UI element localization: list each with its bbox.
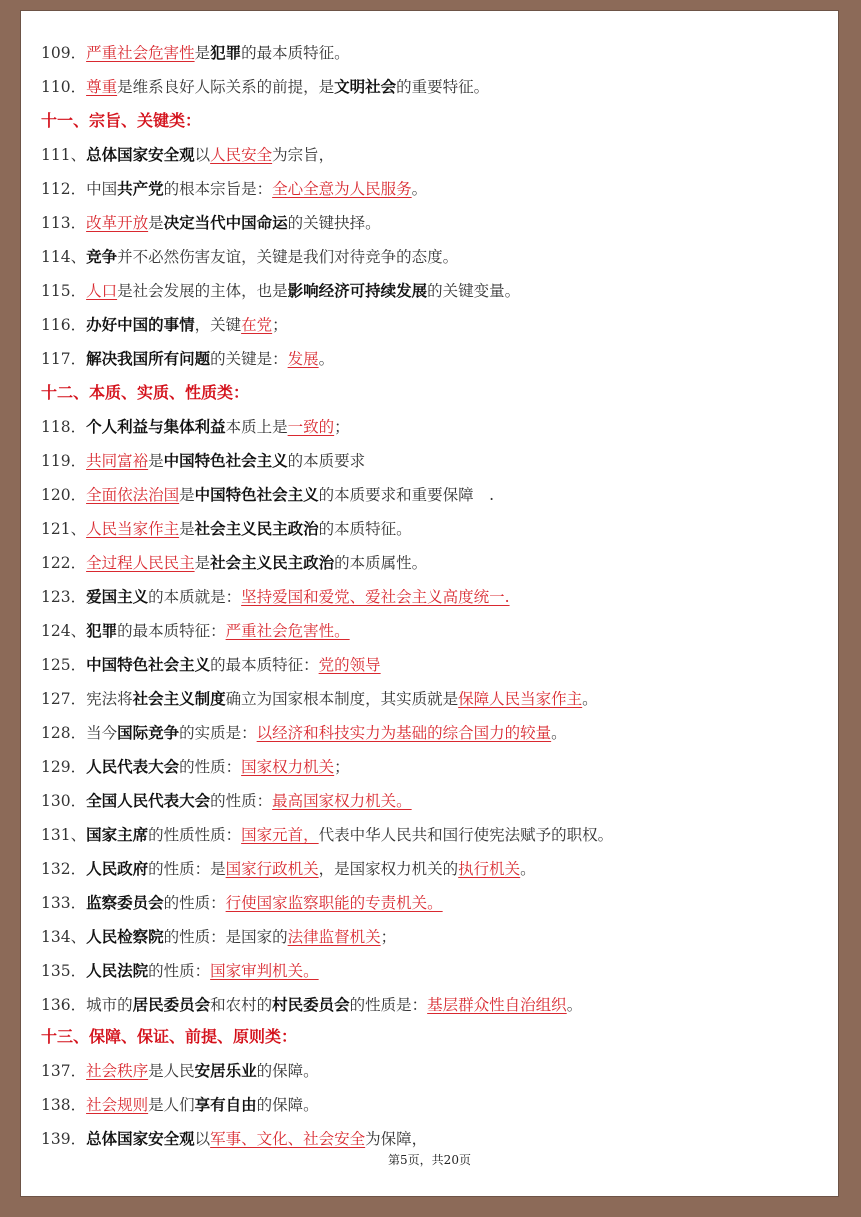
- body-text: 。: [551, 724, 567, 742]
- answer-text: 人民安全: [210, 146, 273, 164]
- list-item: [41, 1061, 319, 1081]
- item-number: 133．: [41, 894, 87, 912]
- item-number: 120．: [41, 486, 87, 504]
- section-heading: [41, 383, 249, 403]
- item-number: 135．: [41, 962, 87, 980]
- body-text: 的性质：: [179, 758, 242, 776]
- item-number: 109．: [41, 44, 87, 62]
- item-number: 132．: [41, 860, 87, 878]
- body-text: 。: [411, 180, 428, 198]
- answer-text: 法律监督机关: [287, 928, 381, 946]
- body-text: 为宗旨，: [272, 146, 335, 164]
- item-number: 131、: [41, 826, 87, 844]
- body-text: 中国: [86, 180, 118, 198]
- answer-text: 社会规则: [86, 1096, 149, 1114]
- list-item: [41, 43, 350, 63]
- body-text: 的性质是：: [349, 996, 428, 1014]
- item-number: 122．: [41, 554, 87, 572]
- item-number: 116．: [41, 316, 87, 334]
- answer-text: 发展: [287, 350, 319, 368]
- body-text: ；: [334, 418, 350, 436]
- body-text: 的重要特征。: [396, 78, 490, 96]
- key-term: 总体国家安全观: [86, 145, 195, 164]
- body-text: 以: [194, 146, 211, 164]
- body-text: 是: [179, 520, 195, 538]
- key-term: 社会主义制度: [132, 689, 226, 708]
- body-text: 为保障，: [365, 1130, 428, 1148]
- answer-text: 以经济和科技实力为基础的综合国力的较量: [256, 724, 552, 742]
- body-text: 确立为国家根本制度，其实质就是: [225, 690, 459, 708]
- section-heading: [41, 1027, 297, 1047]
- item-number: 137．: [41, 1062, 87, 1080]
- list-item: [41, 485, 494, 505]
- item-number: 112．: [41, 180, 87, 198]
- list-item: [41, 553, 427, 573]
- body-text: 以: [194, 1130, 211, 1148]
- body-text: 的根本宗旨是：: [163, 180, 273, 198]
- answer-text: 改革开放: [86, 214, 149, 232]
- item-number: 115．: [41, 282, 87, 300]
- body-text: ；: [380, 928, 397, 946]
- key-term: 中国特色社会主义: [86, 655, 211, 674]
- body-text: 的最本质特征：: [117, 622, 226, 640]
- section-heading: [41, 111, 201, 131]
- list-item: [41, 961, 319, 981]
- answer-text: 国家审判机关。: [210, 962, 319, 980]
- body-text: ，关键: [194, 316, 242, 334]
- item-number: 123．: [41, 588, 87, 606]
- answer-text: 社会秩序: [86, 1062, 149, 1080]
- key-term: 解决我国所有问题: [86, 349, 211, 368]
- item-number: 138．: [41, 1096, 87, 1114]
- body-text: 的保障。: [256, 1096, 319, 1114]
- list-item: [41, 77, 489, 97]
- body-text: ；: [334, 758, 350, 776]
- key-term: 中国特色社会主义: [163, 451, 288, 470]
- body-text: 是: [179, 486, 195, 504]
- answer-text: 一致的: [287, 418, 335, 436]
- answer-text: 保障人民当家作主: [458, 690, 583, 708]
- body-text: 本质上是: [225, 418, 288, 436]
- list-item: [41, 791, 412, 811]
- answer-text: 尊重: [86, 78, 118, 96]
- body-text: 的最本质特征：: [210, 656, 319, 674]
- body-text: 城市的: [86, 996, 133, 1014]
- key-term: 决定当代中国命运: [163, 213, 288, 232]
- document-page: [20, 10, 839, 1197]
- body-text: 的实质是：: [179, 724, 257, 742]
- body-text: 的性质性质：: [148, 826, 242, 844]
- answer-text: 严重社会危害性: [86, 44, 195, 62]
- list-item: [41, 1129, 427, 1149]
- body-text: 是人们: [148, 1096, 195, 1114]
- item-number: 118．: [41, 418, 87, 436]
- answer-text: 全面依法治国: [86, 486, 180, 504]
- list-item: [41, 1095, 319, 1115]
- key-term: 安居乐业: [194, 1061, 257, 1080]
- key-term: 总体国家安全观: [86, 1129, 195, 1148]
- body-text: 的性质：: [163, 894, 226, 912]
- list-item: [41, 859, 536, 879]
- body-text: 是人民: [148, 1062, 195, 1080]
- answer-text: 坚持爱国和爱党、爱社会主义高度统一.: [241, 588, 510, 606]
- body-text: ；: [272, 316, 288, 334]
- list-item: [41, 213, 381, 233]
- body-text: 和农村的: [210, 996, 273, 1014]
- item-number: 117．: [41, 350, 87, 368]
- body-text: 的性质：: [148, 962, 211, 980]
- answer-text: 国家元首，: [241, 826, 319, 844]
- list-item: [41, 179, 427, 199]
- list-item: [41, 281, 520, 301]
- answer-text: 人民当家作主: [86, 520, 180, 538]
- body-text: 并不必然伤害友谊，关键是我们对待竞争的态度。: [117, 248, 459, 266]
- body-text: 的关键抉择。: [287, 214, 381, 232]
- item-number: 136．: [41, 996, 87, 1014]
- key-term: 监察委员会: [86, 893, 164, 912]
- answer-text: 行使国家监察职能的专责机关。: [225, 894, 443, 912]
- body-text: 的性质：是国家的: [163, 928, 288, 946]
- body-text: 宪法将: [86, 690, 133, 708]
- key-term: 社会主义民主政治: [194, 519, 319, 538]
- body-text: 。: [566, 996, 583, 1014]
- body-text: 。: [318, 350, 335, 368]
- body-text: 是: [148, 452, 164, 470]
- list-item: [41, 621, 350, 641]
- key-term: 人民代表大会: [86, 757, 180, 776]
- answer-text: 共同富裕: [86, 452, 149, 470]
- list-item: [41, 757, 350, 777]
- answer-text: 全心全意为人民服务: [272, 180, 412, 198]
- body-text: 当今: [86, 724, 118, 742]
- list-item: [41, 995, 582, 1015]
- answer-text: 国家权力机关: [241, 758, 335, 776]
- item-number: 124、: [41, 622, 87, 640]
- key-term: 人民法院: [86, 961, 149, 980]
- answer-text: 最高国家权力机关。: [272, 792, 412, 810]
- heading-text: 十二、本质、实质、性质类：: [41, 383, 250, 402]
- key-term: 全国人民代表大会: [86, 791, 211, 810]
- list-item: [41, 927, 396, 947]
- heading-text: 十三、保障、保证、前提、原则类：: [41, 1027, 298, 1046]
- page-footer: 第5页，共20页: [388, 1153, 471, 1167]
- key-term: 文明社会: [334, 77, 397, 96]
- key-term: 人民检察院: [86, 927, 164, 946]
- key-term: 爱国主义: [86, 587, 149, 606]
- answer-text: 国家行政机关: [225, 860, 319, 878]
- item-number: 119．: [41, 452, 87, 470]
- answer-text: 在党: [241, 316, 273, 334]
- body-text: 是维系良好人际关系的前提，是: [117, 78, 335, 96]
- item-number: 121、: [41, 520, 87, 538]
- answer-text: 全过程人民民主: [86, 554, 195, 572]
- item-number: 113．: [41, 214, 87, 232]
- item-number: 111、: [41, 146, 87, 164]
- key-term: 影响经济可持续发展: [287, 281, 428, 300]
- item-number: 114、: [41, 248, 87, 266]
- body-text: 的本质要求和重要保障 .: [318, 486, 495, 504]
- key-term: 竞争: [86, 247, 118, 266]
- key-term: 村民委员会: [272, 995, 350, 1014]
- body-text: 的本质就是：: [148, 588, 242, 606]
- item-number: 139．: [41, 1130, 87, 1148]
- answer-text: 党的领导: [318, 656, 381, 674]
- item-number: 127．: [41, 690, 87, 708]
- list-item: [41, 145, 334, 165]
- key-term: 国际竞争: [117, 723, 180, 742]
- item-number: 134、: [41, 928, 87, 946]
- key-term: 中国特色社会主义: [194, 485, 319, 504]
- list-item: [41, 689, 598, 709]
- answer-text: 人口: [86, 282, 118, 300]
- key-term: 人民政府: [86, 859, 149, 878]
- list-item: [41, 247, 458, 267]
- key-term: 办好中国的事情: [86, 315, 195, 334]
- list-item: [41, 451, 365, 471]
- list-item: [41, 519, 412, 539]
- key-term: 个人利益与集体利益: [86, 417, 226, 436]
- item-number: 125．: [41, 656, 87, 674]
- body-text: 的本质特征。: [318, 520, 412, 538]
- body-text: 。: [520, 860, 536, 878]
- answer-text: 严重社会危害性。: [225, 622, 350, 640]
- heading-text: 十一、宗旨、关键类：: [41, 111, 202, 130]
- key-term: 社会主义民主政治: [210, 553, 335, 572]
- key-term: 国家主席: [86, 825, 149, 844]
- key-term: 享有自由: [194, 1095, 257, 1114]
- answer-text: 基层群众性自治组织: [427, 996, 567, 1014]
- key-term: 居民委员会: [132, 995, 211, 1014]
- body-text: 代表中华人民共和国行使宪法赋予的职权。: [318, 826, 614, 844]
- item-number: 110．: [41, 78, 87, 96]
- body-text: 的保障。: [256, 1062, 319, 1080]
- body-text: 的最本质特征。: [241, 44, 350, 62]
- list-item: [41, 893, 443, 913]
- body-text: ，是国家权力机关的: [318, 860, 459, 878]
- body-text: 是: [194, 554, 211, 572]
- item-number: 128．: [41, 724, 87, 742]
- body-text: 的性质：: [210, 792, 273, 810]
- list-item: [41, 587, 510, 607]
- body-text: 的关键是：: [210, 350, 288, 368]
- key-term: 犯罪: [86, 621, 118, 640]
- body-text: 的本质要求: [287, 452, 366, 470]
- body-text: 的本质属性。: [334, 554, 428, 572]
- list-item: [41, 723, 567, 743]
- list-item: [41, 655, 381, 675]
- answer-text: 执行机关: [458, 860, 521, 878]
- item-number: 129．: [41, 758, 87, 776]
- list-item: [41, 349, 334, 369]
- answer-text: 军事、文化、社会安全: [210, 1130, 366, 1148]
- body-text: 是: [194, 44, 211, 62]
- list-item: [41, 417, 350, 437]
- body-text: 的性质：是: [148, 860, 226, 878]
- list-item: [41, 825, 613, 845]
- key-term: 共产党: [117, 179, 164, 198]
- key-term: 犯罪: [210, 43, 242, 62]
- body-text: 是: [148, 214, 164, 232]
- item-number: 130．: [41, 792, 87, 810]
- body-text: 。: [582, 690, 598, 708]
- body-text: 是社会发展的主体，也是: [117, 282, 288, 300]
- list-item: [41, 315, 288, 335]
- body-text: 的关键变量。: [427, 282, 521, 300]
